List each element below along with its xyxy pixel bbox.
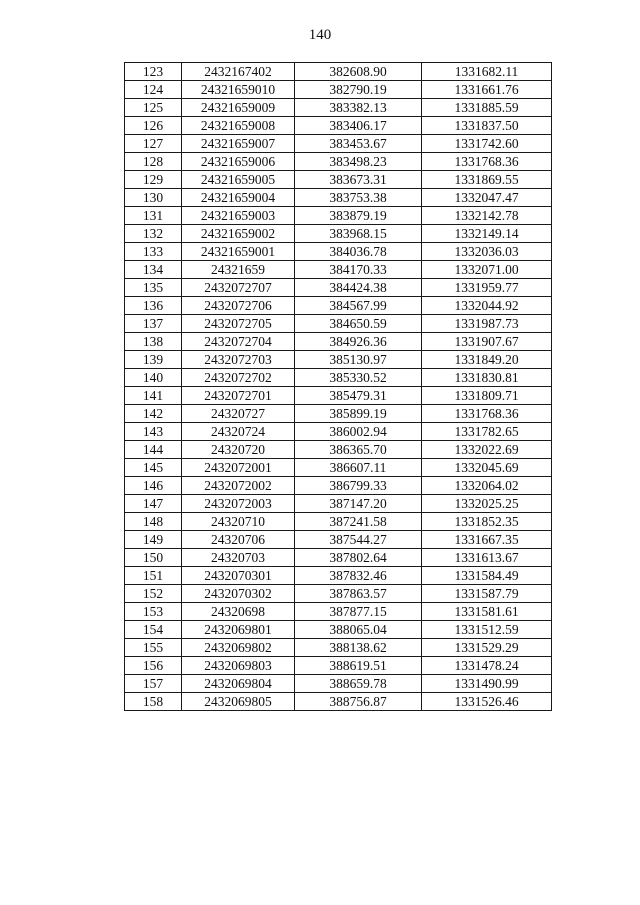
point-code-cell: 2432072705 bbox=[182, 315, 295, 333]
y-coordinate-cell: 1331959.77 bbox=[422, 279, 552, 297]
y-coordinate-cell: 1331809.71 bbox=[422, 387, 552, 405]
point-code-cell: 24320724 bbox=[182, 423, 295, 441]
row-number-cell: 134 bbox=[125, 261, 182, 279]
y-coordinate-cell: 1332142.78 bbox=[422, 207, 552, 225]
table-row bbox=[125, 315, 552, 333]
row-number-cell: 128 bbox=[125, 153, 182, 171]
row-number-cell: 126 bbox=[125, 117, 182, 135]
y-coordinate-cell: 1331512.59 bbox=[422, 621, 552, 639]
point-code-cell: 2432072703 bbox=[182, 351, 295, 369]
table-row bbox=[125, 207, 552, 225]
x-coordinate-cell: 383498.23 bbox=[295, 153, 422, 171]
row-number-cell: 123 bbox=[125, 63, 182, 81]
y-coordinate-cell: 1331742.60 bbox=[422, 135, 552, 153]
x-coordinate-cell: 384424.38 bbox=[295, 279, 422, 297]
point-code-cell: 24321659009 bbox=[182, 99, 295, 117]
x-coordinate-cell: 387147.20 bbox=[295, 495, 422, 513]
x-coordinate-cell: 387241.58 bbox=[295, 513, 422, 531]
x-coordinate-cell: 384036.78 bbox=[295, 243, 422, 261]
table-row bbox=[125, 387, 552, 405]
table-row bbox=[125, 279, 552, 297]
point-code-cell: 2432072704 bbox=[182, 333, 295, 351]
point-code-cell: 24320703 bbox=[182, 549, 295, 567]
table-row bbox=[125, 117, 552, 135]
x-coordinate-cell: 387832.46 bbox=[295, 567, 422, 585]
x-coordinate-cell: 387877.15 bbox=[295, 603, 422, 621]
table-row bbox=[125, 63, 552, 81]
y-coordinate-cell: 1331584.49 bbox=[422, 567, 552, 585]
row-number-cell: 135 bbox=[125, 279, 182, 297]
x-coordinate-cell: 384567.99 bbox=[295, 297, 422, 315]
row-number-cell: 132 bbox=[125, 225, 182, 243]
point-code-cell: 2432072702 bbox=[182, 369, 295, 387]
x-coordinate-cell: 387863.57 bbox=[295, 585, 422, 603]
y-coordinate-cell: 1332025.25 bbox=[422, 495, 552, 513]
table-row bbox=[125, 81, 552, 99]
table-row bbox=[125, 99, 552, 117]
table-row bbox=[125, 477, 552, 495]
row-number-cell: 149 bbox=[125, 531, 182, 549]
table-row bbox=[125, 675, 552, 693]
point-code-cell: 2432070301 bbox=[182, 567, 295, 585]
x-coordinate-cell: 383968.15 bbox=[295, 225, 422, 243]
y-coordinate-cell: 1331490.99 bbox=[422, 675, 552, 693]
row-number-cell: 131 bbox=[125, 207, 182, 225]
row-number-cell: 154 bbox=[125, 621, 182, 639]
y-coordinate-cell: 1331768.36 bbox=[422, 405, 552, 423]
point-code-cell: 24321659006 bbox=[182, 153, 295, 171]
table-row bbox=[125, 171, 552, 189]
table-row bbox=[125, 405, 552, 423]
x-coordinate-cell: 385330.52 bbox=[295, 369, 422, 387]
table-row bbox=[125, 459, 552, 477]
x-coordinate-cell: 384650.59 bbox=[295, 315, 422, 333]
x-coordinate-cell: 386365.70 bbox=[295, 441, 422, 459]
y-coordinate-cell: 1332022.69 bbox=[422, 441, 552, 459]
table-row bbox=[125, 513, 552, 531]
x-coordinate-cell: 386607.11 bbox=[295, 459, 422, 477]
row-number-cell: 153 bbox=[125, 603, 182, 621]
row-number-cell: 155 bbox=[125, 639, 182, 657]
table-row bbox=[125, 585, 552, 603]
table-row bbox=[125, 495, 552, 513]
x-coordinate-cell: 383879.19 bbox=[295, 207, 422, 225]
row-number-cell: 137 bbox=[125, 315, 182, 333]
y-coordinate-cell: 1331587.79 bbox=[422, 585, 552, 603]
row-number-cell: 127 bbox=[125, 135, 182, 153]
table-row bbox=[125, 441, 552, 459]
row-number-cell: 140 bbox=[125, 369, 182, 387]
table-row bbox=[125, 531, 552, 549]
table-row bbox=[125, 153, 552, 171]
x-coordinate-cell: 385479.31 bbox=[295, 387, 422, 405]
table-row bbox=[125, 243, 552, 261]
row-number-cell: 144 bbox=[125, 441, 182, 459]
point-code-cell: 24321659003 bbox=[182, 207, 295, 225]
y-coordinate-cell: 1331526.46 bbox=[422, 693, 552, 711]
y-coordinate-cell: 1331682.11 bbox=[422, 63, 552, 81]
point-code-cell: 24321659002 bbox=[182, 225, 295, 243]
point-code-cell: 2432069803 bbox=[182, 657, 295, 675]
x-coordinate-cell: 383453.67 bbox=[295, 135, 422, 153]
x-coordinate-cell: 388756.87 bbox=[295, 693, 422, 711]
y-coordinate-cell: 1331667.35 bbox=[422, 531, 552, 549]
table-row bbox=[125, 621, 552, 639]
row-number-cell: 136 bbox=[125, 297, 182, 315]
row-number-cell: 139 bbox=[125, 351, 182, 369]
x-coordinate-cell: 383753.38 bbox=[295, 189, 422, 207]
point-code-cell: 24321659010 bbox=[182, 81, 295, 99]
x-coordinate-cell: 387802.64 bbox=[295, 549, 422, 567]
x-coordinate-cell: 382608.90 bbox=[295, 63, 422, 81]
row-number-cell: 124 bbox=[125, 81, 182, 99]
x-coordinate-cell: 388619.51 bbox=[295, 657, 422, 675]
point-code-cell: 24321659008 bbox=[182, 117, 295, 135]
table-row bbox=[125, 333, 552, 351]
x-coordinate-cell: 388138.62 bbox=[295, 639, 422, 657]
page-number: 140 bbox=[308, 27, 332, 43]
y-coordinate-cell: 1331852.35 bbox=[422, 513, 552, 531]
y-coordinate-cell: 1331661.76 bbox=[422, 81, 552, 99]
point-code-cell: 2432072003 bbox=[182, 495, 295, 513]
point-code-cell: 2432070302 bbox=[182, 585, 295, 603]
y-coordinate-cell: 1331849.20 bbox=[422, 351, 552, 369]
x-coordinate-cell: 386799.33 bbox=[295, 477, 422, 495]
row-number-cell: 142 bbox=[125, 405, 182, 423]
row-number-cell: 146 bbox=[125, 477, 182, 495]
row-number-cell: 157 bbox=[125, 675, 182, 693]
point-code-cell: 24320710 bbox=[182, 513, 295, 531]
y-coordinate-cell: 1332047.47 bbox=[422, 189, 552, 207]
x-coordinate-cell: 388065.04 bbox=[295, 621, 422, 639]
point-code-cell: 2432072707 bbox=[182, 279, 295, 297]
point-code-cell: 2432167402 bbox=[182, 63, 295, 81]
x-coordinate-cell: 385130.97 bbox=[295, 351, 422, 369]
y-coordinate-cell: 1331869.55 bbox=[422, 171, 552, 189]
x-coordinate-cell: 388659.78 bbox=[295, 675, 422, 693]
point-code-cell: 24320727 bbox=[182, 405, 295, 423]
y-coordinate-cell: 1331529.29 bbox=[422, 639, 552, 657]
x-coordinate-cell: 382790.19 bbox=[295, 81, 422, 99]
table-row bbox=[125, 567, 552, 585]
y-coordinate-cell: 1331768.36 bbox=[422, 153, 552, 171]
table-row bbox=[125, 135, 552, 153]
table-row bbox=[125, 657, 552, 675]
x-coordinate-cell: 383382.13 bbox=[295, 99, 422, 117]
y-coordinate-cell: 1331885.59 bbox=[422, 99, 552, 117]
point-code-cell: 24320706 bbox=[182, 531, 295, 549]
table-row bbox=[125, 225, 552, 243]
row-number-cell: 133 bbox=[125, 243, 182, 261]
table-row bbox=[125, 351, 552, 369]
point-code-cell: 24321659 bbox=[182, 261, 295, 279]
table-row bbox=[125, 369, 552, 387]
table-row bbox=[125, 261, 552, 279]
point-code-cell: 2432072001 bbox=[182, 459, 295, 477]
row-number-cell: 152 bbox=[125, 585, 182, 603]
point-code-cell: 24320720 bbox=[182, 441, 295, 459]
y-coordinate-cell: 1332044.92 bbox=[422, 297, 552, 315]
row-number-cell: 148 bbox=[125, 513, 182, 531]
row-number-cell: 156 bbox=[125, 657, 182, 675]
point-code-cell: 2432072002 bbox=[182, 477, 295, 495]
point-code-cell: 24321659001 bbox=[182, 243, 295, 261]
y-coordinate-cell: 1331581.61 bbox=[422, 603, 552, 621]
y-coordinate-cell: 1332071.00 bbox=[422, 261, 552, 279]
x-coordinate-cell: 386002.94 bbox=[295, 423, 422, 441]
y-coordinate-cell: 1331837.50 bbox=[422, 117, 552, 135]
point-code-cell: 24320698 bbox=[182, 603, 295, 621]
point-code-cell: 2432072701 bbox=[182, 387, 295, 405]
table-row bbox=[125, 603, 552, 621]
row-number-cell: 143 bbox=[125, 423, 182, 441]
row-number-cell: 130 bbox=[125, 189, 182, 207]
coordinates-table bbox=[124, 62, 552, 711]
point-code-cell: 24321659007 bbox=[182, 135, 295, 153]
row-number-cell: 141 bbox=[125, 387, 182, 405]
y-coordinate-cell: 1332036.03 bbox=[422, 243, 552, 261]
point-code-cell: 2432069804 bbox=[182, 675, 295, 693]
row-number-cell: 151 bbox=[125, 567, 182, 585]
table-row bbox=[125, 693, 552, 711]
row-number-cell: 150 bbox=[125, 549, 182, 567]
y-coordinate-cell: 1331987.73 bbox=[422, 315, 552, 333]
row-number-cell: 138 bbox=[125, 333, 182, 351]
point-code-cell: 2432069802 bbox=[182, 639, 295, 657]
y-coordinate-cell: 1331907.67 bbox=[422, 333, 552, 351]
y-coordinate-cell: 1332149.14 bbox=[422, 225, 552, 243]
table-row bbox=[125, 423, 552, 441]
x-coordinate-cell: 387544.27 bbox=[295, 531, 422, 549]
point-code-cell: 2432069805 bbox=[182, 693, 295, 711]
x-coordinate-cell: 383673.31 bbox=[295, 171, 422, 189]
y-coordinate-cell: 1331478.24 bbox=[422, 657, 552, 675]
row-number-cell: 145 bbox=[125, 459, 182, 477]
table-row bbox=[125, 297, 552, 315]
table-row bbox=[125, 639, 552, 657]
x-coordinate-cell: 384926.36 bbox=[295, 333, 422, 351]
x-coordinate-cell: 383406.17 bbox=[295, 117, 422, 135]
x-coordinate-cell: 384170.33 bbox=[295, 261, 422, 279]
row-number-cell: 129 bbox=[125, 171, 182, 189]
point-code-cell: 24321659005 bbox=[182, 171, 295, 189]
point-code-cell: 24321659004 bbox=[182, 189, 295, 207]
x-coordinate-cell: 385899.19 bbox=[295, 405, 422, 423]
row-number-cell: 147 bbox=[125, 495, 182, 513]
coordinates-table-body bbox=[125, 63, 552, 711]
y-coordinate-cell: 1332064.02 bbox=[422, 477, 552, 495]
y-coordinate-cell: 1331782.65 bbox=[422, 423, 552, 441]
y-coordinate-cell: 1331613.67 bbox=[422, 549, 552, 567]
table-row bbox=[125, 189, 552, 207]
point-code-cell: 2432072706 bbox=[182, 297, 295, 315]
y-coordinate-cell: 1332045.69 bbox=[422, 459, 552, 477]
y-coordinate-cell: 1331830.81 bbox=[422, 369, 552, 387]
row-number-cell: 125 bbox=[125, 99, 182, 117]
row-number-cell: 158 bbox=[125, 693, 182, 711]
table-row bbox=[125, 549, 552, 567]
point-code-cell: 2432069801 bbox=[182, 621, 295, 639]
